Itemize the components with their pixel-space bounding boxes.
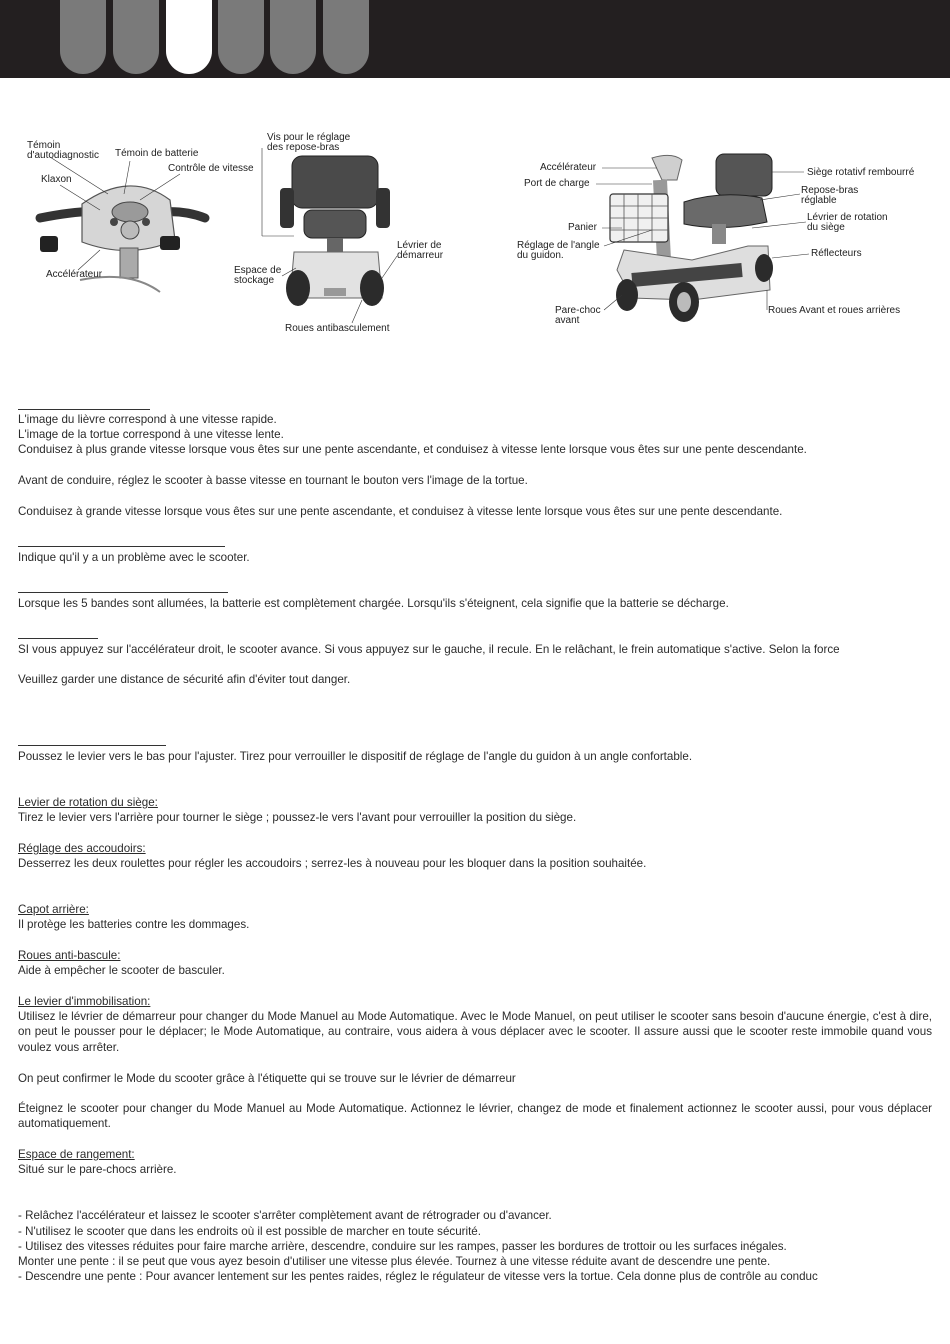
speed-line-5: Conduisez à grande vitesse lorsque vous êtes sur une pente ascendante, et conduisez à vitesse lente lorsque vous êtes sur une pente descendante. [18, 505, 783, 518]
label-bumper-1: Pare-choc [555, 305, 601, 316]
label-seat-lever-2: du siège [807, 222, 845, 233]
throttle-line-1: SI vous appuyez sur l'accélérateur droit, le scooter avance. Si vous appuyez sur le gauche, il recule. En le relâchant, le frein automatique s'active. Selon la force [18, 643, 840, 656]
label-armrest-screw-1: Vis pour le réglage [267, 132, 351, 143]
armrest-text: Desserrez les deux roulettes pour régler les accoudoirs ; serrez-les à nouveau pour les bloquer dans la position souhaitée. [18, 857, 647, 870]
tip-3: - Utilisez des vitesses réduites pour faire marche arrière, descendre, conduire sur les rampes, passer les bordures de trottoir ou les surfaces inégales. [18, 1240, 787, 1253]
handle-text: Poussez le levier vers le bas pour l'ajuster. Tirez pour verrouiller le dispositif de réglage de l'angle du guidon à un angle confortable. [18, 750, 693, 763]
label-handle-angle-1: Réglage de l'angle [517, 240, 600, 251]
label-antitip-wheels: Roues antibasculement [285, 323, 390, 334]
immobilization-p1: Utilisez le lévrier de démarreur pour changer du Mode Manuel au Mode Automatique. Avec le Mode Manuel, on peut utiliser le scooter sans besoin d'aucune énergie, c'est à dire, on peut le pousser pour le déplacer; le Mode Automatique, au contraire, vous aidera à vous déplacer avec le scooter. Il assure aussi que le scooter reste immobile quand vous voulez vous arrêter. [18, 1010, 932, 1054]
diag-text: Indique qu'il y a un problème avec le scooter. [18, 551, 250, 564]
label-armrest-adjust-2: réglable [801, 195, 837, 206]
speed-line-3: Conduisez à plus grande vitesse lorsque vous êtes sur une pente ascendante, et conduisez à vitesse lente lorsque vous êtes sur une pente descendante. [18, 443, 807, 456]
speed-line-1: L'image du lièvre correspond à une vitesse rapide. [18, 413, 277, 426]
section-rule-battery [18, 592, 228, 593]
label-storage-2: stockage [234, 275, 275, 286]
label-seat-lever-1: Lévrier de rotation [807, 212, 888, 223]
label-storage-1: Espace de [234, 265, 282, 276]
chapter-tab-3-active[interactable] [166, 0, 212, 74]
side-view-figure [512, 150, 932, 330]
speed-line-4: Avant de conduire, réglez le scooter à basse vitesse en tournant le bouton vers l'image de la tortue. [18, 474, 528, 487]
rear-hood-title: Capot arrière: [18, 903, 89, 916]
throttle-line-2: Veuillez garder une distance de sécurité afin d'éviter tout danger. [18, 673, 351, 686]
label-reflectors: Réflecteurs [811, 248, 862, 259]
page-header [0, 0, 950, 78]
label-swivel-seat: Siège rotativf rembourré [807, 167, 915, 178]
label-starter-lever-2: démarreur [397, 250, 444, 261]
chapter-tab-4[interactable] [218, 0, 264, 74]
immobilization-title: Le levier d'immobilisation: [18, 995, 151, 1008]
chapter-tab-5[interactable] [270, 0, 316, 74]
label-starter-lever-1: Lévrier de [397, 240, 442, 251]
immobilization-p3: Éteignez le scooter pour changer du Mode Manuel au Mode Automatique. Actionnez le lévrier, changez de mode et finalement actionnez le scooter aussi, pour vous déplacer automatiquement. [18, 1102, 932, 1131]
tip-5: - Descendre une pente : Pour avancer lentement sur les pentes raides, réglez le régulateur de vitesse vers la tortue. Cela donne plus de contrôle au conduc [18, 1270, 818, 1283]
chapter-tab-1[interactable] [60, 0, 106, 74]
chapter-tab-2[interactable] [113, 0, 159, 74]
label-throttle: Accélérateur [46, 269, 103, 280]
label-armrest-adjust-1: Repose-bras [801, 185, 859, 196]
immobilization-p2: On peut confirmer le Mode du scooter grâce à l'étiquette qui se trouve sur le lévrier de démarreur [18, 1072, 516, 1085]
tip-1: - Relâchez l'accélérateur et laissez le scooter s'arrêter complètement avant de rétrograder ou d'avancer. [18, 1209, 552, 1222]
label-wheels: Roues Avant et roues arrières [768, 305, 901, 316]
seat-lever-title: Levier de rotation du siège: [18, 796, 158, 809]
dashboard-figure [20, 130, 254, 300]
label-armrest-screw-2: des repose-bras [267, 142, 340, 153]
rear-hood-text: Il protège les batteries contre les dommages. [18, 918, 250, 931]
battery-text: Lorsque les 5 bandes sont allumées, la batterie est complètement chargée. Lorsqu'ils s'éteignent, cela signifie que la batterie se décharge. [18, 597, 729, 610]
storage-text: Situé sur le pare-chocs arrière. [18, 1163, 177, 1176]
label-autodiag-2: d'autodiagnostic [27, 150, 99, 161]
section-rule-diag [18, 546, 225, 547]
tip-2: - N'utilisez le scooter que dans les endroits où il est possible de marcher en toute sécurité. [18, 1225, 481, 1238]
antitip-title: Roues anti-bascule: [18, 949, 121, 962]
label-side-throttle: Accélérateur [540, 162, 597, 173]
armrest-title: Réglage des accoudoirs: [18, 842, 146, 855]
section-rule-handle [18, 745, 166, 746]
storage-title: Espace de rangement: [18, 1148, 135, 1161]
speed-line-2: L'image de la tortue correspond à une vitesse lente. [18, 428, 284, 441]
rear-view-illustration [232, 128, 462, 338]
label-autodiag-1: Témoin [27, 140, 61, 151]
label-horn: Klaxon [41, 174, 72, 185]
antitip-text: Aide à empêcher le scooter de basculer. [18, 964, 225, 977]
label-charge-port: Port de charge [524, 178, 590, 189]
label-bumper-2: avant [555, 315, 580, 326]
label-battery-indicator: Témoin de batterie [115, 148, 199, 159]
section-rule-speed [18, 409, 150, 410]
rear-view-figure [232, 128, 462, 338]
chapter-tab-6[interactable] [323, 0, 369, 74]
label-speed-control: Contrôle de vitesse [168, 163, 254, 174]
seat-lever-text: Tirez le levier vers l'arrière pour tourner le siège ; poussez-le vers l'avant pour verrouiller la position du siège. [18, 811, 577, 824]
tip-4: Monter une pente : il se peut que vous ayez besoin d'utiliser une vitesse plus élevée. Tournez à une vitesse réduite avant de descendre une pente. [18, 1255, 771, 1268]
label-basket: Panier [568, 222, 597, 233]
section-rule-throttle [18, 638, 98, 639]
label-handle-angle-2: du guidon. [517, 250, 564, 261]
